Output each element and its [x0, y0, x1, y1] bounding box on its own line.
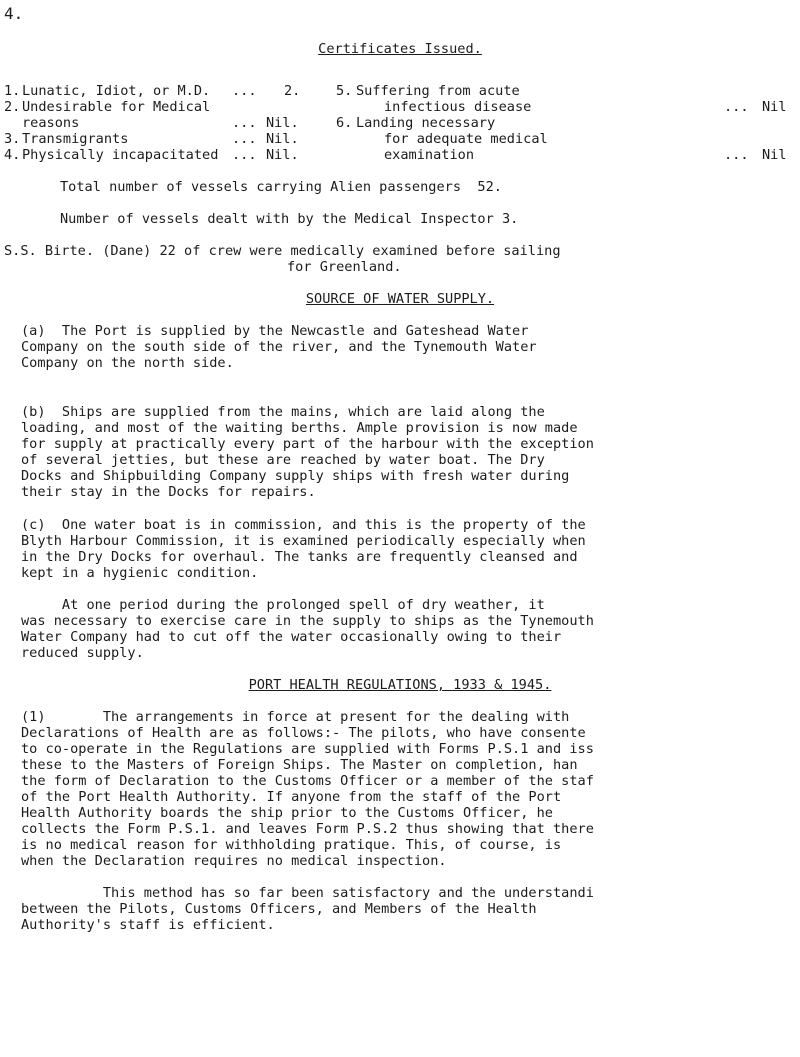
water-para-d-line: was necessary to exercise care in the supply to ships as the Tynemouth — [21, 613, 594, 629]
cert-value: Nil — [762, 99, 787, 115]
cert-label: Physically incapacitated — [22, 147, 219, 163]
regulations-para-1-line: to co-operate in the Regulations are supplied with Forms P.S.1 and iss — [21, 741, 594, 757]
cert-num: 1. — [4, 83, 21, 99]
cert-num: 4. — [4, 147, 21, 163]
water-para-d-line: At one period during the prolonged spell of dry weather, it — [21, 597, 545, 613]
inspector-vessels-line: Number of vessels dealt with by the Medical Inspector 3. — [60, 211, 519, 227]
cert-value: Nil. — [266, 147, 299, 163]
page-number: 4. — [4, 4, 24, 23]
cert-num: 3. — [4, 131, 21, 147]
water-para-b-line: loading, and most of the waiting berths. Ample provision is now made — [21, 420, 578, 436]
birte-line: S.S. Birte. (Dane) 22 of crew were medically examined before sailing — [4, 243, 561, 259]
regulations-heading: PORT HEALTH REGULATIONS, 1933 & 1945. — [248, 677, 552, 693]
cert-dots: ... — [232, 147, 257, 163]
regulations-para-1-line: collects the Form P.S.1. and leaves Form P.S.2 thus showing that there — [21, 821, 594, 837]
regulations-para-1-line: Declarations of Health are as follows:- The pilots, who have consente — [21, 725, 586, 741]
regulations-para-1-line: (1) The arrangements in force at present for the dealing with — [21, 709, 570, 725]
cert-label: Undesirable for Medical — [22, 99, 211, 115]
water-para-b-line: their stay in the Docks for repairs. — [21, 484, 316, 500]
water-para-c-line: in the Dry Docks for overhaul. The tanks are frequently cleansed and — [21, 549, 578, 565]
water-supply-heading: SOURCE OF WATER SUPPLY. — [305, 291, 495, 307]
cert-num: 5. — [336, 83, 353, 99]
cert-label: Landing necessary — [356, 115, 496, 131]
water-para-d-line: Water Company had to cut off the water occasionally owing to their — [21, 629, 562, 645]
cert-label: Transmigrants — [22, 131, 129, 147]
cert-value: Nil. — [266, 131, 299, 147]
regulations-para-1-line: Health Authority boards the ship prior to the Customs Officer, he — [21, 805, 553, 821]
cert-label: Lunatic, Idiot, or M.D. — [22, 83, 211, 99]
water-para-a-line: (a) The Port is supplied by the Newcastle and Gateshead Water — [21, 323, 529, 339]
regulations-para-2-line: between the Pilots, Customs Officers, and Members of the Health — [21, 901, 537, 917]
water-para-b-line: (b) Ships are supplied from the mains, which are laid along the — [21, 404, 545, 420]
water-para-b-line: for supply at practically every part of the harbour with the exception — [21, 436, 594, 452]
birte-line: for Greenland. — [287, 259, 402, 275]
water-para-b-line: Docks and Shipbuilding Company supply ships with fresh water during — [21, 468, 570, 484]
water-para-b-line: of several jetties, but these are reached by water boat. The Dry — [21, 452, 545, 468]
cert-label: reasons — [22, 115, 80, 131]
cert-label: for adequate medical — [384, 131, 548, 147]
water-para-c-line: (c) One water boat is in commission, and this is the property of the — [21, 517, 586, 533]
cert-dots: ... — [232, 83, 257, 99]
regulations-para-1-line: of the Port Health Authority. If anyone from the staff of the Port — [21, 789, 562, 805]
certificates-table — [0, 82, 800, 162]
cert-label: Suffering from acute — [356, 83, 520, 99]
certificates-title: Certificates Issued. — [318, 41, 482, 57]
water-para-c-line: Blyth Harbour Commission, it is examined periodically especially when — [21, 533, 586, 549]
cert-label: infectious disease — [384, 99, 532, 115]
regulations-para-1-line: these to the Masters of Foreign Ships. The Master on completion, han — [21, 757, 578, 773]
regulations-para-1-line: when the Declaration requires no medical inspection. — [21, 853, 447, 869]
cert-value: Nil — [762, 147, 787, 163]
cert-value: Nil. — [266, 115, 299, 131]
water-para-c-line: kept in a hygienic condition. — [21, 565, 259, 581]
cert-num: 6. — [336, 115, 353, 131]
cert-dots: ... — [232, 131, 257, 147]
water-para-a-line: Company on the north side. — [21, 355, 234, 371]
cert-value: 2. — [284, 83, 301, 99]
cert-dots: ... — [724, 147, 749, 163]
regulations-para-1-line: is no medical reason for withholding pratique. This, of course, is — [21, 837, 562, 853]
regulations-para-2-line: This method has so far been satisfactory and the understandi — [21, 885, 594, 901]
cert-num: 2. — [4, 99, 21, 115]
water-para-a-line: Company on the south side of the river, and the Tynemouth Water — [21, 339, 537, 355]
total-vessels-line: Total number of vessels carrying Alien passengers 52. — [60, 179, 502, 195]
cert-dots: ... — [724, 99, 749, 115]
water-para-d-line: reduced supply. — [21, 645, 144, 661]
regulations-para-1-line: the form of Declaration to the Customs Officer or a member of the staf — [21, 773, 594, 789]
regulations-para-2-line: Authority's staff is efficient. — [21, 917, 275, 933]
cert-dots: ... — [232, 115, 257, 131]
cert-label: examination — [384, 147, 475, 163]
